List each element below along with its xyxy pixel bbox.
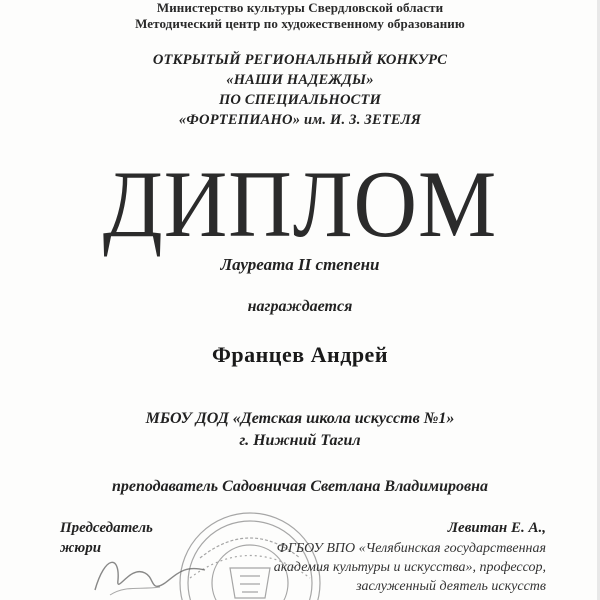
jury-label: жюри xyxy=(60,540,102,556)
jury-chair-detail-1: ФГБОУ ВПО «Челябинская государственная xyxy=(276,541,546,556)
jury-chair-name: Левитан Е. А., xyxy=(447,520,546,536)
diploma-title: ДИПЛОМ xyxy=(102,153,498,258)
handwritten-signature-icon xyxy=(90,545,210,600)
recipient-name: Францев Андрей xyxy=(212,342,388,367)
school-name: МБОУ ДОД «Детская школа искусств №1» xyxy=(145,410,455,427)
teacher-name: преподаватель Садовничая Светлана Владимировна xyxy=(111,478,489,495)
center-name: Методический центр по художественному образованию xyxy=(135,16,465,31)
contest-line-2: «НАШИ НАДЕЖДЫ» xyxy=(226,72,374,88)
contest-line-3: ПО СПЕЦИАЛЬНОСТИ xyxy=(218,92,382,108)
jury-chair-detail-3: заслуженный деятель искусств xyxy=(356,579,546,594)
ministry-name: Министерство культуры Свердловской области xyxy=(156,0,444,15)
contest-line-1: ОТКРЫТЫЙ РЕГИОНАЛЬНЫЙ КОНКУРС xyxy=(152,52,448,68)
awarded-text: награждается xyxy=(247,298,353,315)
contest-line-4: «ФОРТЕПИАНО» им. И. З. ЗЕТЕЛЯ xyxy=(178,112,422,128)
school-city: г. Нижний Тагил xyxy=(239,432,361,449)
jury-chair-detail-2: академия культуры и искусства», профессор, xyxy=(273,560,546,575)
chair-label: Председатель xyxy=(60,520,153,536)
laureate-degree: Лауреата II степени xyxy=(220,255,380,274)
